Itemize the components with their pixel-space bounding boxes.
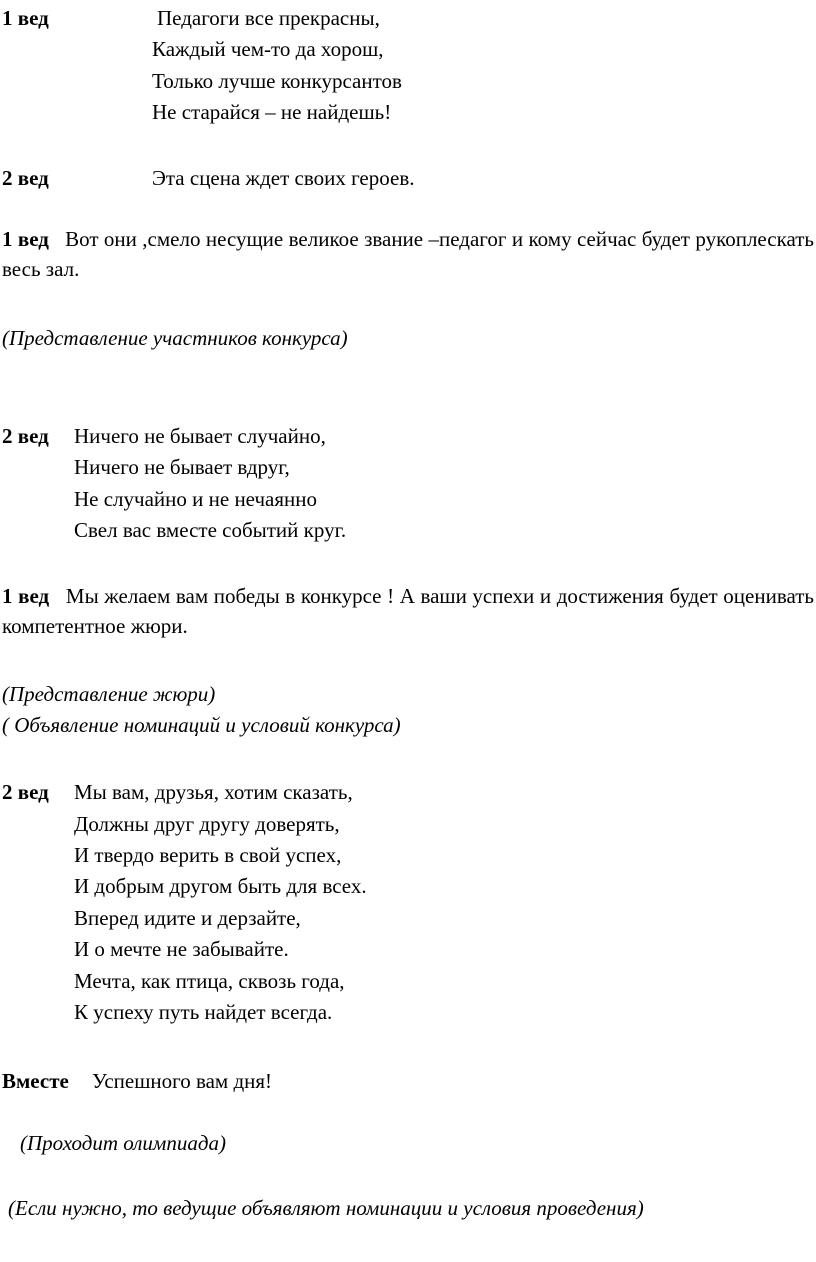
verse-line: И о мечте не забывайте. — [74, 937, 289, 961]
verse-line: И твердо верить в свой успех, — [74, 843, 342, 867]
verse-line: Только лучше конкурсантов — [152, 69, 402, 93]
verse-line: Ничего не бывает случайно, — [74, 424, 326, 448]
verse-line: К успеху путь найдет всегда. — [74, 1000, 333, 1024]
speech-text: Успешного вам дня! — [92, 1069, 273, 1093]
verse-line: Мы вам, друзья, хотим сказать, — [74, 780, 353, 804]
verse-line: Не случайно и не нечаянно — [74, 487, 317, 511]
speaker-label: 2 вед — [2, 166, 49, 190]
speaker-label: 2 вед — [2, 780, 49, 804]
speaker-label: 2 вед — [2, 424, 49, 448]
verse-line: Не старайся – не найдешь! — [152, 100, 392, 124]
speaker-label: 1 вед — [2, 584, 50, 608]
speech-text: Вот они ,смело несущие великое звание –педагог и кому сейчас будет рукоплескать весь зал. — [2, 227, 815, 281]
stage-direction: (Представление жюри) — [2, 682, 216, 706]
speaker-label: 1 вед — [2, 6, 49, 30]
stage-direction: (Проходит олимпиада) — [20, 1131, 226, 1155]
verse-line: Должны друг другу доверять, — [74, 812, 340, 836]
verse-line: Свел вас вместе событий круг. — [74, 518, 347, 542]
verse-line: Педагоги все прекрасны, — [157, 6, 380, 30]
stage-direction: ( Объявление номинаций и условий конкурса) — [2, 713, 401, 737]
speech-paragraph — [2, 224, 814, 284]
verse-line: И добрым другом быть для всех. — [74, 874, 367, 898]
verse-line: Ничего не бывает вдруг, — [74, 455, 290, 479]
verse-line: Каждый чем-то да хорош, — [152, 37, 384, 61]
speaker-label: Вместе — [2, 1069, 69, 1093]
verse-line: Мечта, как птица, сквозь года, — [74, 969, 345, 993]
stage-direction: (Представление участников конкурса) — [2, 326, 348, 350]
speaker-label: 1 вед — [2, 227, 49, 251]
speech-paragraph — [2, 581, 814, 641]
verse-line: Вперед идите и дерзайте, — [74, 906, 301, 930]
speech-text: Мы желаем вам победы в конкурсе ! А ваши успехи и достижения будет оценивать компетентное жюри. — [2, 584, 814, 638]
speech-text: Эта сцена ждет своих героев. — [152, 166, 415, 190]
stage-direction: (Если нужно, то ведущие объявляют номинации и условия проведения) — [8, 1196, 644, 1220]
